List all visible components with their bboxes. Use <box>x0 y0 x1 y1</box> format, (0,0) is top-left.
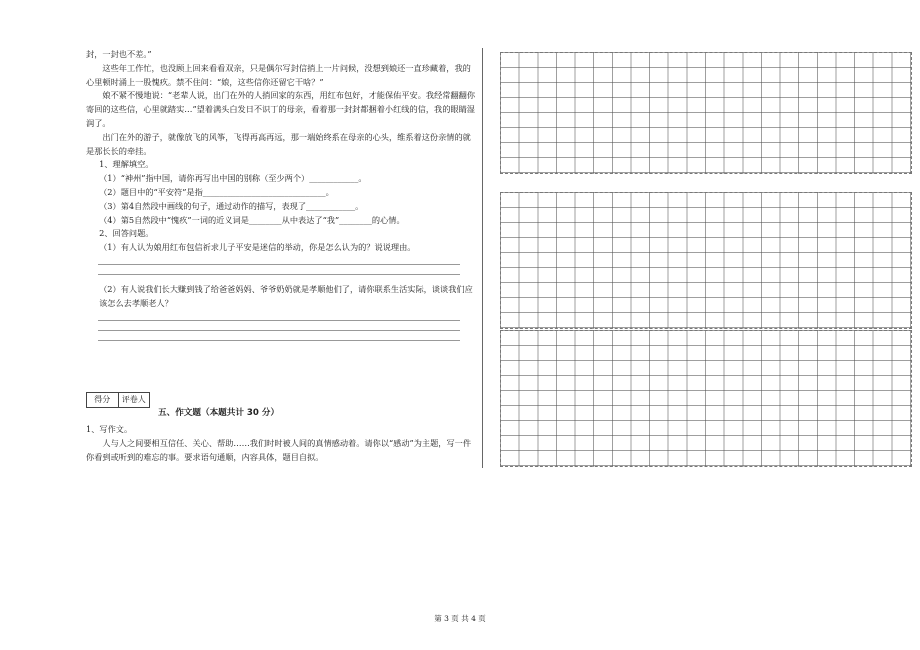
passage-paragraph-3: 出门在外的游子，就像放飞的风筝，飞得再高再远，那一端始终系在母亲的心头，维系着这份亲情的就是那长长的牵挂。 <box>86 131 471 156</box>
writing-prompt: 人与人之间要相互信任、关心、帮助……我们时时被人间的真情感动着。请你以“感动”为主题，写一件你看到或听到的难忘的事。要求语句通顺，内容具体，题目自拟。 <box>86 438 472 462</box>
question-1-2: （2）题目中的“平安符”是指______________________________。 <box>99 186 334 197</box>
grader-label: 评卷人 <box>118 393 150 407</box>
question-2-1: （1）有人认为娘用红布包信祈求儿子平安是迷信的举动，你是怎么认为的？说说理由。 <box>99 242 416 253</box>
question-1-3: （3）第4自然段中画线的句子，通过动作的描写，表现了____________。 <box>99 200 364 211</box>
page-footer: 第 3 页 共 4 页 <box>434 614 486 623</box>
writing-grid[interactable] <box>500 192 912 329</box>
score-box <box>86 392 150 408</box>
passage-paragraph-1: 这些年工作忙，也没顾上回来看看双亲，只是偶尔写封信捎上一片问候，没想到娘还一直珍藏着，我的心里顿时涌上一股愧疚。禁不住问：“娘，这些信你还留它干啥？” <box>86 62 471 87</box>
question-2-heading: 2、回答问题。 <box>99 228 154 239</box>
passage-line-0: 封，一封也不差。” <box>86 49 152 59</box>
writing-grid[interactable] <box>500 330 912 467</box>
writing-item: 1、写作文。 <box>86 424 133 434</box>
reading-passage <box>86 48 478 341</box>
question-1-heading: 1、理解填空。 <box>99 159 154 170</box>
answer-line <box>98 264 460 265</box>
writing-task <box>86 422 478 464</box>
column-divider <box>482 48 483 468</box>
question-1-4: （4）第5自然段中“愧疚”一词的近义词是________从中表达了“我”________的心情。 <box>99 214 405 225</box>
section-title: 五、作文题（本题共计 30 分） <box>158 408 280 418</box>
question-1-1: （1）“神州”指中国，请你再写出中国的别称（至少两个）____________。 <box>99 173 367 184</box>
answer-line <box>98 340 460 341</box>
question-2-2: （2）有人说我们长大赚到钱了给爸爸妈妈、爷爷奶奶就是孝顺他们了，请你联系生活实际，谈谈我们应该怎么去孝顺老人？ <box>99 283 473 308</box>
score-label: 得分 <box>94 395 111 404</box>
writing-grid[interactable] <box>500 52 912 174</box>
passage-paragraph-2: 娘不紧不慢地说：“老辈人说，出门在外的人捎回家的东西，用红布包好，才能保佑平安。我经常翻翻你寄回的这些信，心里就踏实…”望着满头白发日不识丁的母亲，看着那一封封都捆着小红线的信，我的眼睛湿润了。 <box>86 90 476 128</box>
answer-line <box>98 320 460 321</box>
answer-line <box>98 330 460 331</box>
answer-line <box>98 274 460 275</box>
